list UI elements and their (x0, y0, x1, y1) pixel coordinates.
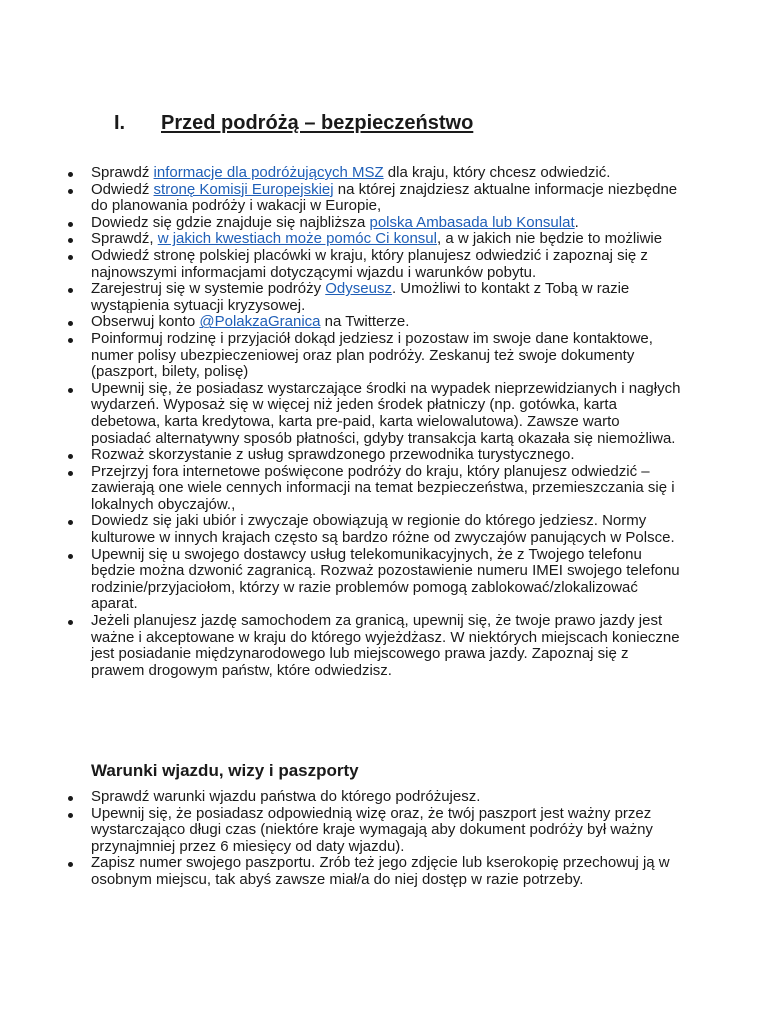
list-item (91, 182, 681, 215)
safety-tips-list (91, 165, 681, 679)
list-item (91, 547, 681, 613)
list-item-text: Obserwuj konto (91, 313, 200, 331)
list-item (91, 789, 681, 806)
section-heading-1 (114, 110, 473, 136)
section-title: Przed podróżą – bezpieczeństwo (161, 112, 474, 134)
list-item-link[interactable]: informacje dla podróżujących MSZ (153, 164, 384, 181)
section-heading-2: Warunki wjazdu, wizy i paszporty (91, 761, 359, 780)
list-item (91, 165, 681, 182)
list-item (91, 447, 681, 464)
list-item-link[interactable]: w jakich kwestiach może pomóc Ci konsul (157, 230, 437, 248)
list-item-text: Sprawdź, (91, 230, 158, 248)
list-item-text: Upewnij się, że posiadasz wystarczające środki na wypadek nieprzewidzianych i nagłych wydarzeń. Wyposaż się w więcej niż jeden środek płatniczy (np. gotówka, karta debetowa, karta kredytowa, karta pre-paid, karta wielowalutowa). Zawsze warto posiadać alternatywny sposób płatności, gdyby transakcja kartą okazała się niemożliwa. (91, 379, 681, 447)
list-item-text: Upewnij się u swojego dostawcy usług telekomunikacyjnych, że z Twojego telefonu będzie można dzwonić zagranicą. Rozważ pozostawienie numeru IMEI swojego telefonu rodzinie/przyjaciołom, którzy w razie problemów pomogą zablokować/zlokalizować aparat. (91, 545, 680, 613)
section-number: I. (114, 112, 126, 134)
list-item-text: Poinformuj rodzinę i przyjaciół dokąd jedziesz i pozostaw im swoje dane kontaktowe, numer polisy ubezpieczeniowej oraz plan podróży. Zeskanuj też swoje dokumenty (paszport, bilety, polisę) (91, 329, 653, 381)
list-item (91, 381, 681, 447)
list-item-text: Sprawdź (91, 164, 154, 181)
list-item-text: Odwiedź stronę polskiej placówki w kraju, który planujesz odwiedzić i zapoznaj się z najnowszymi informacjami dotyczącymi wjazdu i warunków pobytu. (91, 246, 648, 281)
list-item-text-after: dla kraju, który chcesz odwiedzić. (383, 164, 611, 181)
list-item-link[interactable]: Odyseusz (325, 280, 392, 298)
list-item (91, 806, 681, 856)
list-item (91, 215, 681, 232)
list-item (91, 855, 681, 888)
list-item-text: Sprawdź warunki wjazdu państwa do którego podróżujesz. (91, 788, 481, 805)
list-item-link[interactable]: polska Ambasada lub Konsulat (369, 213, 575, 231)
list-item-text-after: na której znajdziesz aktualne informacje niezbędne do planowania podróży i wakacji w Europie, (91, 180, 678, 215)
list-item-text: Przejrzyj fora internetowe poświęcone podróży do kraju, który planujesz odwiedzić – zawierają one wiele cennych informacji na temat bezpieczeństwa, przemieszczania się i lokalnych obyczajów., (91, 462, 675, 513)
list-item-text: Rozważ skorzystanie z usług sprawdzonego przewodnika turystycznego. (91, 446, 575, 464)
list-item-link[interactable]: stronę Komisji Europejskiej (153, 180, 334, 198)
list-item-text-after: , a w jakich nie będzie to możliwie (436, 230, 663, 248)
list-item (91, 314, 681, 331)
list-item (91, 464, 681, 514)
list-item (91, 248, 681, 281)
list-item-link[interactable]: @PolakzaGranica (199, 313, 321, 331)
list-item-text: Jeżeli planujesz jazdę samochodem za granicą, upewnij się, że twoje prawo jazdy jest ważne i akceptowane w kraju do którego wyjeżdżasz. W niektórych miejscach konieczne jest posiadanie międzynarodowego lub miejscowego prawa jazdy. Zapoznaj się z prawem drogowym państw, które odwiedzisz. (91, 612, 680, 679)
list-item-text: Odwiedź (91, 180, 154, 198)
list-item-text: Dowiedz się gdzie znajduje się najbliższa (91, 213, 370, 231)
list-item (91, 513, 681, 546)
list-item-text: Upewnij się, że posiadasz odpowiednią wizę oraz, że twój paszport jest ważny przez wystarczająco długi czas (niektóre kraje wymagają aby dokument podróży był ważny przynajmniej przez 6 miesięcy od daty wjazdu). (91, 804, 653, 855)
list-item (91, 231, 681, 248)
list-item (91, 331, 681, 381)
list-item-text-after: na Twitterze. (320, 313, 410, 331)
list-item-text-after: . Umożliwi to kontakt z Tobą w razie wystąpienia sytuacji kryzysowej. (91, 280, 630, 314)
entry-requirements-list (91, 789, 681, 889)
list-item (91, 281, 681, 314)
list-item-text: Zapisz numer swojego paszportu. Zrób też jego zdjęcie lub kserokopię przechowuj ją w osobnym miejscu, tak abyś zawsze miał/a do niej dostęp w razie potrzeby. (91, 854, 670, 888)
list-item-text: Dowiedz się jaki ubiór i zwyczaje obowiązują w regionie do którego jedziesz. Normy kulturowe w innych krajach często są bardzo różne od zwyczajów panujących w Polsce. (91, 512, 675, 547)
list-item (91, 613, 681, 679)
list-item-text-after: . (574, 213, 579, 231)
list-item-text: Zarejestruj się w systemie podróży (91, 280, 326, 298)
